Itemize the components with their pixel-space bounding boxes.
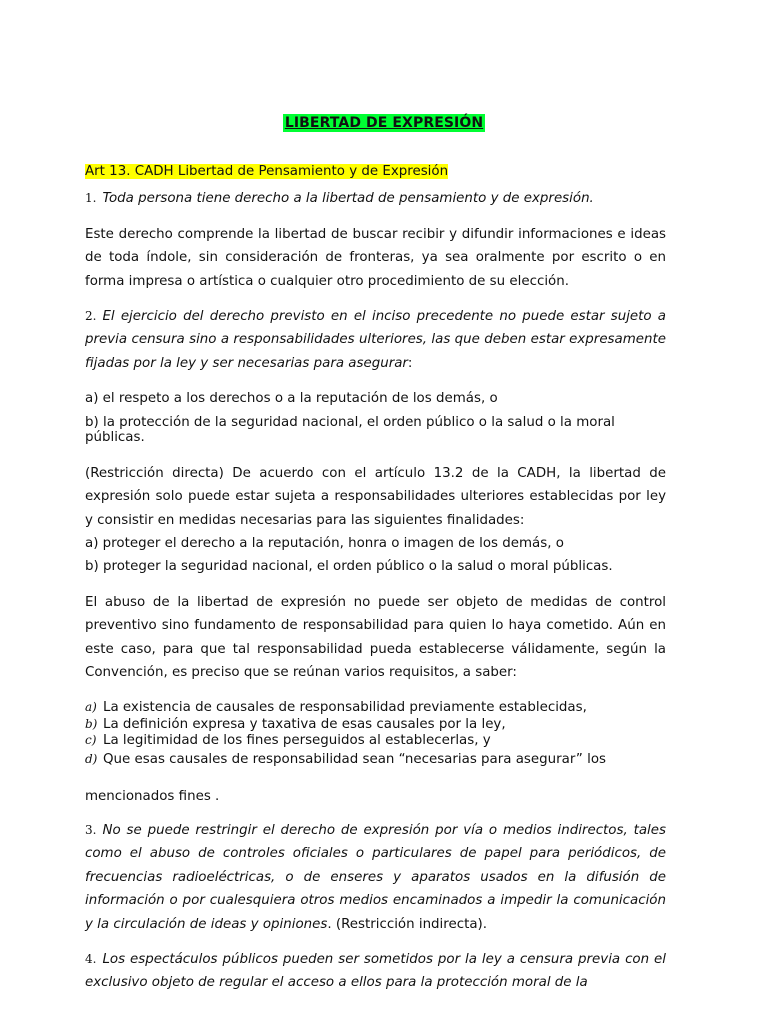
paragraph-number: 2. — [85, 309, 97, 323]
list-text: La legitimidad de los fines perseguidos al establecerlas, y — [103, 733, 491, 748]
paragraph-text: El ejercicio del derecho previsto en el inciso precedente no puede estar sujeto a previa censura sino a responsabilidades ulteriores, las que deben estar expresamente fijadas por la ley y ser necesarias para asegurar — [85, 309, 666, 371]
restriccion-item-a: a) proteger el derecho a la reputación, honra o imagen de los demás, o — [85, 536, 564, 551]
list-item — [85, 732, 666, 750]
list-item — [85, 699, 666, 717]
paragraph-2: Este derecho comprende la libertad de buscar recibir y difundir informaciones e ideas de toda índole, sin consideración de fronteras, ya sea oralmente por escrito o en forma impresa o artística o cualquier otro procedimiento de su elección. — [85, 227, 666, 289]
list-letter: d) — [85, 752, 98, 766]
paragraph-number: 4. — [85, 952, 97, 966]
list-text: La definición expresa y taxativa de esas causales por la ley, — [103, 717, 506, 732]
paragraph-tail: : — [407, 355, 413, 371]
highlighted-heading: Art 13. CADH Libertad de Pensamiento y de Expresión — [85, 164, 449, 179]
paragraph-text: No se puede restringir el derecho de expresión por vía o medios indirectos, tales como el abuso de controles oficiales o particulares de papel para periódicos, de frecuencias radioeléctricas, o de enseres y aparatos usados en la difusión de información o por cualesquiera otros medios encaminados a impedir la comunicación y la circulación de ideas y opiniones — [85, 823, 666, 932]
paragraph-3 — [85, 305, 666, 375]
list-item — [85, 716, 666, 734]
title-container — [0, 114, 768, 132]
paragraph-mencionados: mencionados fines . — [85, 789, 220, 804]
list-item — [85, 751, 666, 769]
paragraph-text: Toda persona tiene derecho a la libertad de pensamiento y de expresión. — [102, 191, 594, 206]
restriccion-item-b: b) proteger la seguridad nacional, el orden público o la salud o moral públicas. — [85, 559, 613, 574]
paragraph-abuso: El abuso de la libertad de expresión no puede ser objeto de medidas de control preventivo sino fundamento de responsabilidad para quien lo haya cometido. Aún en este caso, para que tal responsabilidad pueda establecerse válidamente, según la Convención, es preciso que se reúnan varios requisitos, a saber: — [85, 595, 666, 681]
paragraph-restriccion: (Restricción directa) De acuerdo con el artículo 13.2 de la CADH, la libertad de expresión solo puede estar sujeta a responsabilidades ulteriores establecidas por ley y consistir en medidas necesarias para las siguientes finalidades: — [85, 466, 666, 528]
list-letter: c) — [85, 733, 97, 747]
document-title: LIBERTAD DE EXPRESIÓN — [284, 115, 484, 131]
paragraph-tail: . (Restricción indirecta). — [327, 916, 488, 932]
list-letter: a) — [85, 700, 97, 714]
item-b: b) la protección de la seguridad nacional, el orden público o la salud o la moral públicas. — [85, 415, 615, 445]
paragraph-number: 1. — [85, 191, 97, 205]
list-text: La existencia de causales de responsabilidad previamente establecidas, — [103, 700, 587, 715]
item-a: a) el respeto a los derechos o a la reputación de los demás, o — [85, 391, 498, 406]
paragraph-4 — [85, 819, 666, 936]
paragraph-1 — [85, 187, 666, 210]
paragraph-number: 3. — [85, 823, 97, 837]
paragraph-text: Los espectáculos públicos pueden ser sometidos por la ley a censura previa con el exclusivo objeto de regular el acceso a ellos para la protección moral de la — [85, 952, 666, 991]
section-heading — [85, 160, 666, 183]
list-letter: b) — [85, 717, 98, 731]
paragraph-5 — [85, 948, 666, 995]
list-text: Que esas causales de responsabilidad sean “necesarias para asegurar” los — [103, 752, 606, 767]
